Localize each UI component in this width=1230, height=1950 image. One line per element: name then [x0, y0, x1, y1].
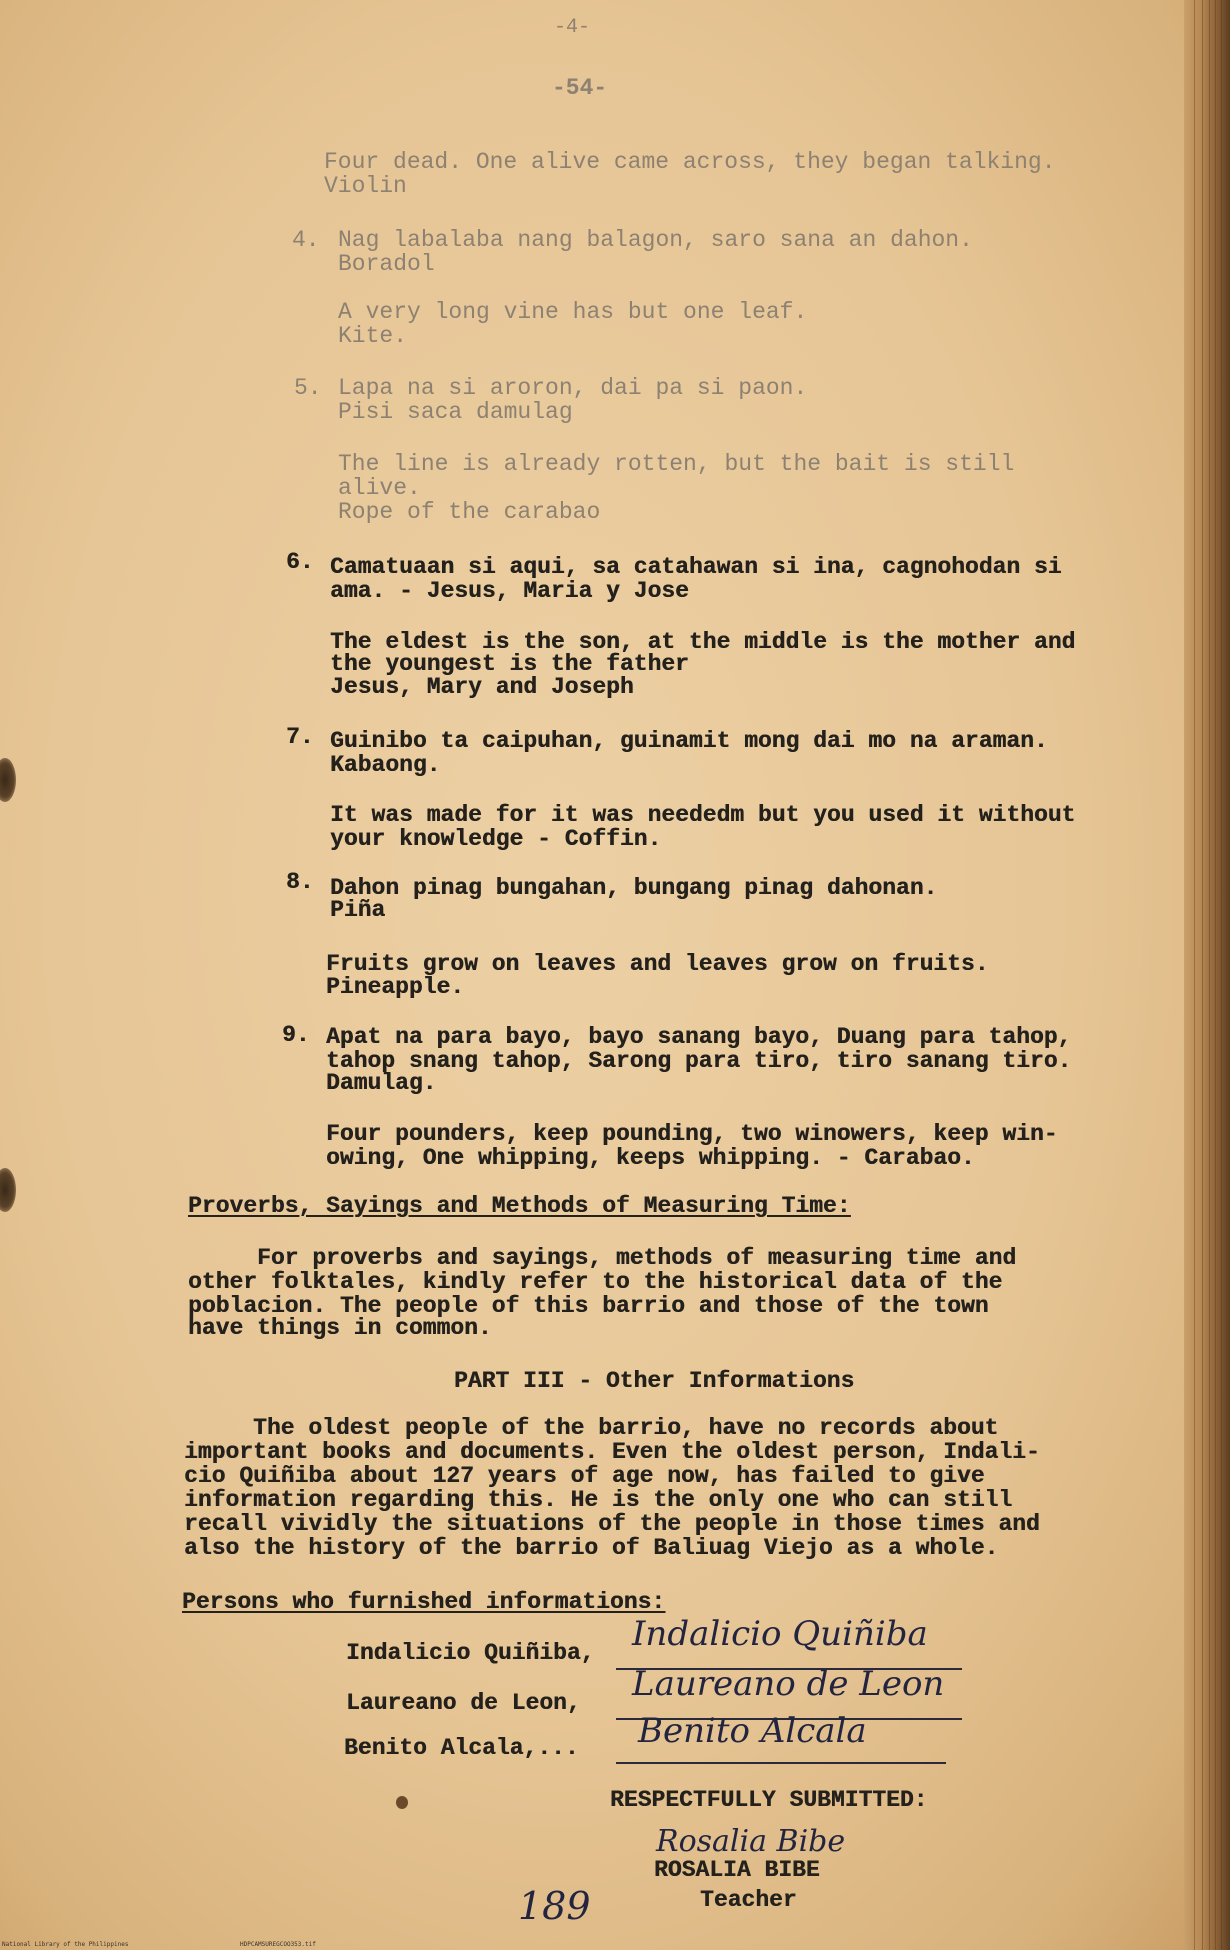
- proverbs-paragraph-line: other folktales, kindly refer to the historical data of the: [188, 1269, 1003, 1295]
- riddle-text-line: Violin: [324, 173, 407, 199]
- riddle-text-line: Damulag.: [326, 1070, 437, 1096]
- riddle-number: 9.: [282, 1022, 310, 1048]
- ink-spot: [396, 1796, 408, 1809]
- teacher-name: ROSALIA BIBE: [654, 1857, 820, 1883]
- book-page-edge: [1184, 0, 1230, 1950]
- riddle-text-line: Lapa na si aroron, dai pa si paon.: [338, 375, 808, 401]
- signature-line: [616, 1762, 946, 1764]
- informant-signature: Laureano de Leon: [632, 1664, 945, 1704]
- riddle-text-line: Dahon pinag bungahan, bungang pinag dahonan.: [330, 875, 938, 901]
- riddle-text-line: Kabaong.: [330, 752, 441, 778]
- teacher-title: Teacher: [700, 1887, 797, 1913]
- informant-signature: Benito Alcala: [638, 1711, 867, 1751]
- proverbs-paragraph-line: For proverbs and sayings, methods of measuring time and: [188, 1245, 1017, 1271]
- riddle-text-line: Four pounders, keep pounding, two winowers, keep win-: [326, 1121, 1058, 1147]
- riddle-text-line: Rope of the carabao: [338, 499, 601, 525]
- riddle-text-line: Kite.: [338, 323, 408, 349]
- page-number: -54-: [552, 75, 608, 101]
- informant-name: Laureano de Leon,: [346, 1690, 581, 1716]
- riddle-number: 5.: [294, 375, 322, 401]
- riddle-text-line: Guinibo ta caipuhan, guinamit mong dai mo na araman.: [330, 728, 1048, 754]
- footer-library: National Library of the Philippines: [2, 1941, 129, 1948]
- riddle-text-line: Piña: [330, 897, 386, 923]
- riddle-text-line: ama. - Jesus, Maria y Jose: [330, 578, 689, 604]
- part3-paragraph-line: also the history of the barrio of Baliuag Viejo as a whole.: [184, 1535, 999, 1561]
- riddle-text-line: tahop snang tahop, Sarong para tiro, tiro sanang tiro.: [326, 1048, 1072, 1074]
- informant-name: Indalicio Quiñiba,: [346, 1640, 595, 1666]
- riddle-text-line: Pineapple.: [326, 974, 465, 1000]
- informant-name: Benito Alcala,...: [344, 1735, 579, 1761]
- riddle-text-line: Boradol: [338, 251, 435, 277]
- riddle-text-line: Camatuaan si aqui, sa catahawan si ina, cagnohodan si: [330, 554, 1062, 580]
- respectfully-submitted: RESPECTFULLY SUBMITTED:: [610, 1787, 928, 1813]
- riddle-text-line: alive.: [338, 475, 421, 501]
- riddle-text-line: Nag labalaba nang balagon, saro sana an dahon.: [338, 227, 973, 253]
- riddle-text-line: Jesus, Mary and Joseph: [330, 674, 634, 700]
- proverbs-paragraph-line: poblacion. The people of this barrio and those of the town: [188, 1293, 989, 1319]
- riddle-text-line: the youngest is the father: [330, 651, 689, 677]
- informant-signature: Indalicio Quiñiba: [632, 1614, 928, 1654]
- riddle-number: 4.: [292, 227, 320, 253]
- riddle-text-line: A very long vine has but one leaf.: [338, 299, 808, 325]
- binding-hole: [0, 1168, 16, 1212]
- page-top-number: -4-: [554, 16, 591, 39]
- riddle-number: 8.: [286, 869, 314, 895]
- informants-heading: Persons who furnished informations:: [182, 1589, 666, 1615]
- part3-paragraph-line: The oldest people of the barrio, have no records about: [184, 1415, 999, 1441]
- part3-paragraph-line: cio Quiñiba about 127 years of age now, has failed to give: [184, 1463, 985, 1489]
- riddle-text-line: The eldest is the son, at the middle is the mother and: [330, 629, 1076, 655]
- riddle-text-line: The line is already rotten, but the bait is still: [338, 451, 1015, 477]
- handwritten-page-number: 189: [518, 1884, 591, 1928]
- part3-heading: PART III - Other Informations: [454, 1368, 855, 1394]
- riddle-text-line: owing, One whipping, keeps whipping. - Carabao.: [326, 1145, 975, 1171]
- riddle-text-line: Pisi saca damulag: [338, 399, 573, 425]
- riddle-text-line: It was made for it was neededm but you used it without: [330, 802, 1076, 828]
- proverbs-paragraph-line: have things in common.: [188, 1315, 492, 1341]
- riddle-text-line: Apat na para bayo, bayo sanang bayo, Duang para tahop,: [326, 1024, 1072, 1050]
- proverbs-heading: Proverbs, Sayings and Methods of Measuring Time:: [188, 1193, 851, 1219]
- riddle-number: 6.: [286, 549, 314, 575]
- teacher-signature: Rosalia Bibe: [656, 1824, 846, 1859]
- footer-file: HDPCAMSUREGCOO353.tif: [240, 1941, 316, 1948]
- riddle-text-line: Four dead. One alive came across, they began talking.: [324, 149, 1056, 175]
- binding-hole: [0, 758, 16, 802]
- riddle-text-line: Fruits grow on leaves and leaves grow on fruits.: [326, 951, 989, 977]
- part3-paragraph-line: recall vividly the situations of the people in those times and: [184, 1511, 1040, 1537]
- part3-paragraph-line: important books and documents. Even the oldest person, Indali-: [184, 1439, 1040, 1465]
- riddle-number: 7.: [286, 724, 314, 750]
- riddle-text-line: your knowledge - Coffin.: [330, 826, 662, 852]
- part3-paragraph-line: information regarding this. He is the only one who can still: [184, 1487, 1013, 1513]
